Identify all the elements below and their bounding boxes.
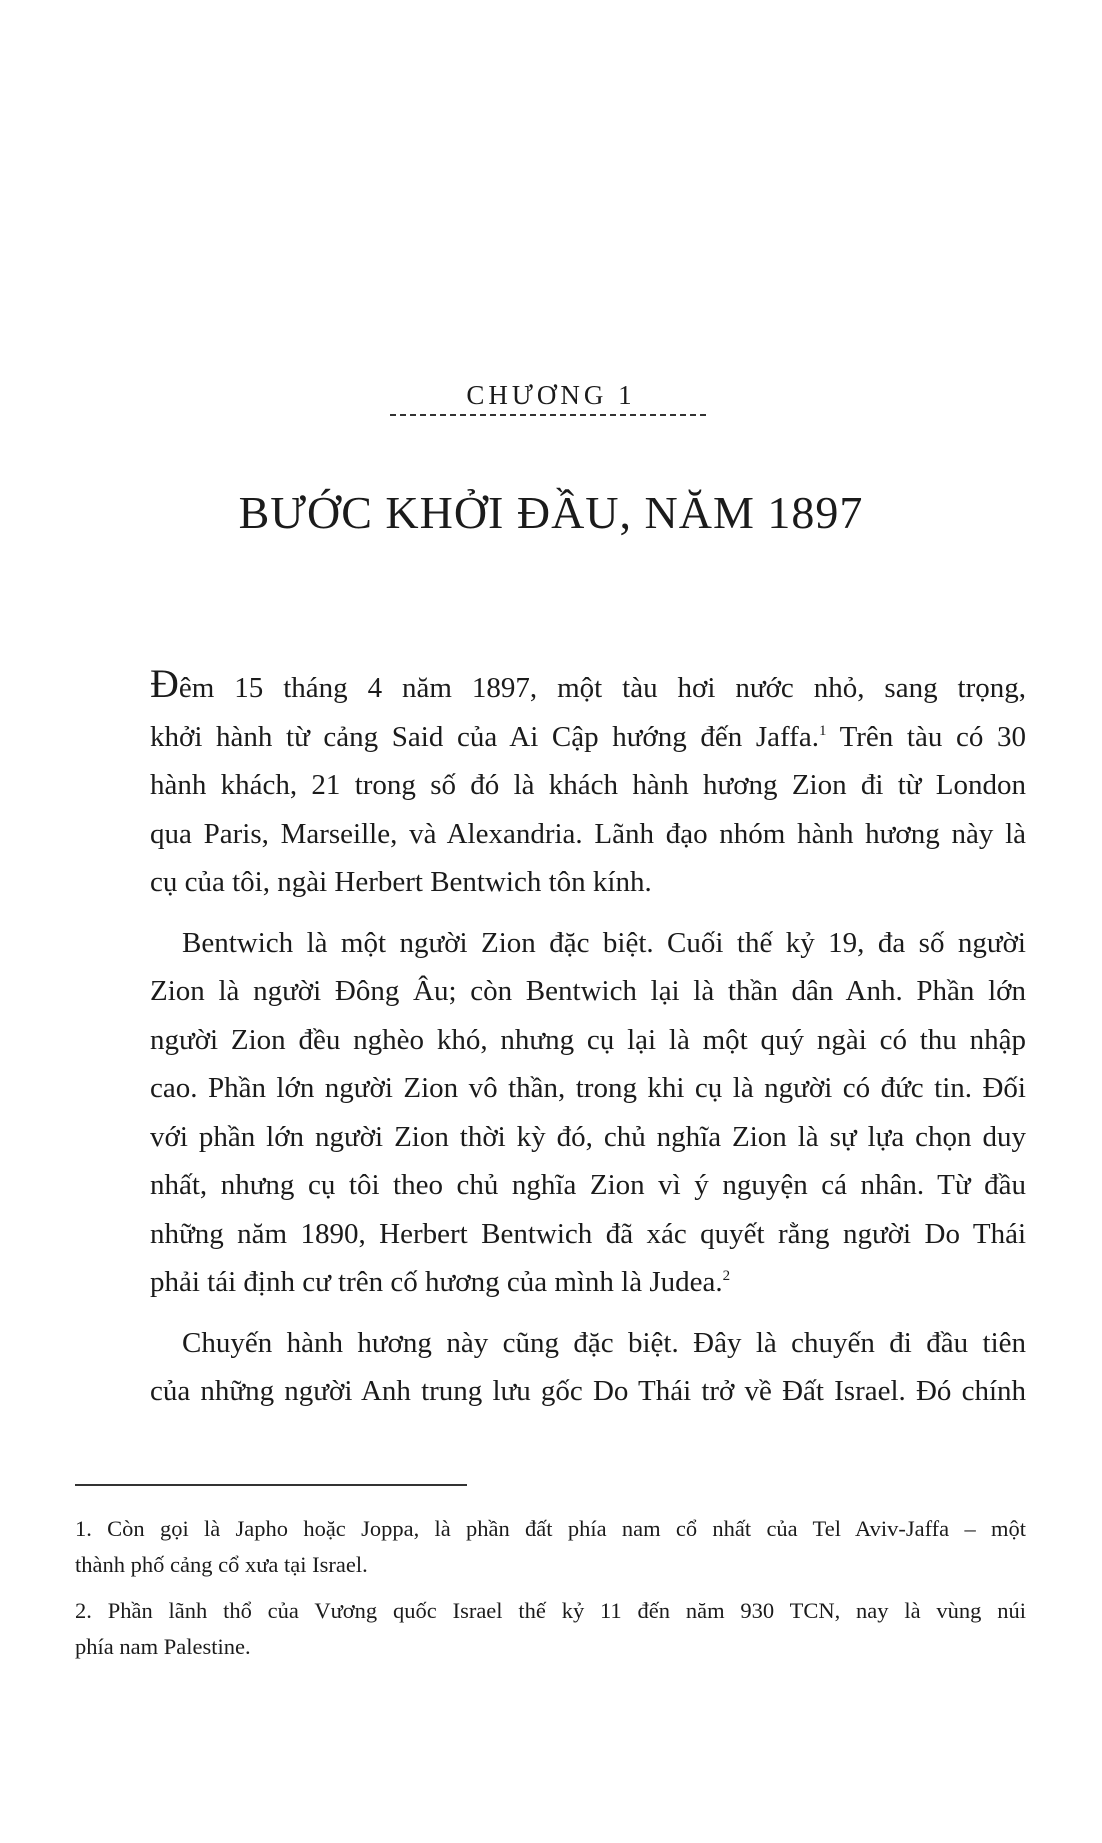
text-line: phải tái định cư trên cố hương của mình là Judea.$^2$ <box>150 1266 731 1298</box>
text-line: khởi hành từ cảng Said của Ai Cập hướng đến Jaffa.$^1$ Trên tàu có 30 <box>150 720 1026 753</box>
footnote-line: 1. Còn gọi là Japho hoặc Joppa, là phần đất phía nam cổ nhất của Tel Aviv-Jaffa – một <box>75 1516 1026 1541</box>
text-line: nhất, nhưng cụ tôi theo chủ nghĩa Zion vì ý nguyện cá nhân. Từ đầu <box>150 1169 1026 1201</box>
footnote-ref-1[interactable]: 1 <box>818 722 827 739</box>
text-line: những năm 1890, Herbert Bentwich đã xác quyết rằng người Do Thái <box>150 1217 1026 1250</box>
text-line: Zion là người Đông Âu; còn Bentwich lại là thần dân Anh. Phần lớn <box>150 975 1026 1007</box>
footnote-1 <box>75 1511 1026 1583</box>
footnote-line: phía nam Palestine. <box>75 1634 251 1659</box>
paragraph-3 <box>150 1319 1026 1416</box>
chapter-label: CHƯƠNG 1 <box>466 380 636 410</box>
text-line: cụ của tôi, ngài Herbert Bentwich tôn kính. <box>150 866 652 898</box>
paragraph-2 <box>150 919 1026 1307</box>
text-line: Bentwich là một người Zion đặc biệt. Cuối thế kỷ 19, đa số người <box>182 926 1026 959</box>
body-text <box>150 661 1026 1416</box>
text-line: cao. Phần lớn người Zion vô thần, trong khi cụ là người có đức tin. Đối <box>150 1072 1026 1104</box>
text-line: với phần lớn người Zion thời kỳ đó, chủ nghĩa Zion là sự lựa chọn duy <box>150 1120 1026 1153</box>
text-line: người Zion đều nghèo khó, nhưng cụ lại là một quý ngài có thu nhập <box>150 1023 1026 1056</box>
drop-cap: Đ <box>150 661 179 706</box>
text-line: của những người Anh trung lưu gốc Do Thái trở về Đất Israel. Đó chính <box>150 1375 1026 1407</box>
footnote-line: thành phố cảng cổ xưa tại Israel. <box>75 1552 368 1577</box>
footnote-line: 2. Phần lãnh thổ của Vương quốc Israel thế kỷ 11 đến năm 930 TCN, nay là vùng núi <box>75 1598 1026 1623</box>
footnote-separator <box>75 1484 467 1486</box>
text-line: Đêm 15 tháng 4 năm 1897, một tàu hơi nước nhỏ, sang trọng, <box>150 661 1026 706</box>
text-line: qua Paris, Marseille, và Alexandria. Lãnh đạo nhóm hành hương này là <box>150 817 1026 850</box>
footnote-2 <box>75 1593 1026 1665</box>
chapter-title: BƯỚC KHỞI ĐẦU, NĂM 1897 <box>238 486 864 538</box>
chapter-divider <box>390 414 706 416</box>
text-line: hành khách, 21 trong số đó là khách hành hương Zion đi từ London <box>150 769 1026 801</box>
text-line: Chuyến hành hương này cũng đặc biệt. Đây là chuyến đi đầu tiên <box>182 1326 1026 1359</box>
footnote-ref-2[interactable]: 2 <box>722 1268 731 1284</box>
paragraph-1 <box>150 661 1026 907</box>
footnotes <box>75 1511 1026 1675</box>
